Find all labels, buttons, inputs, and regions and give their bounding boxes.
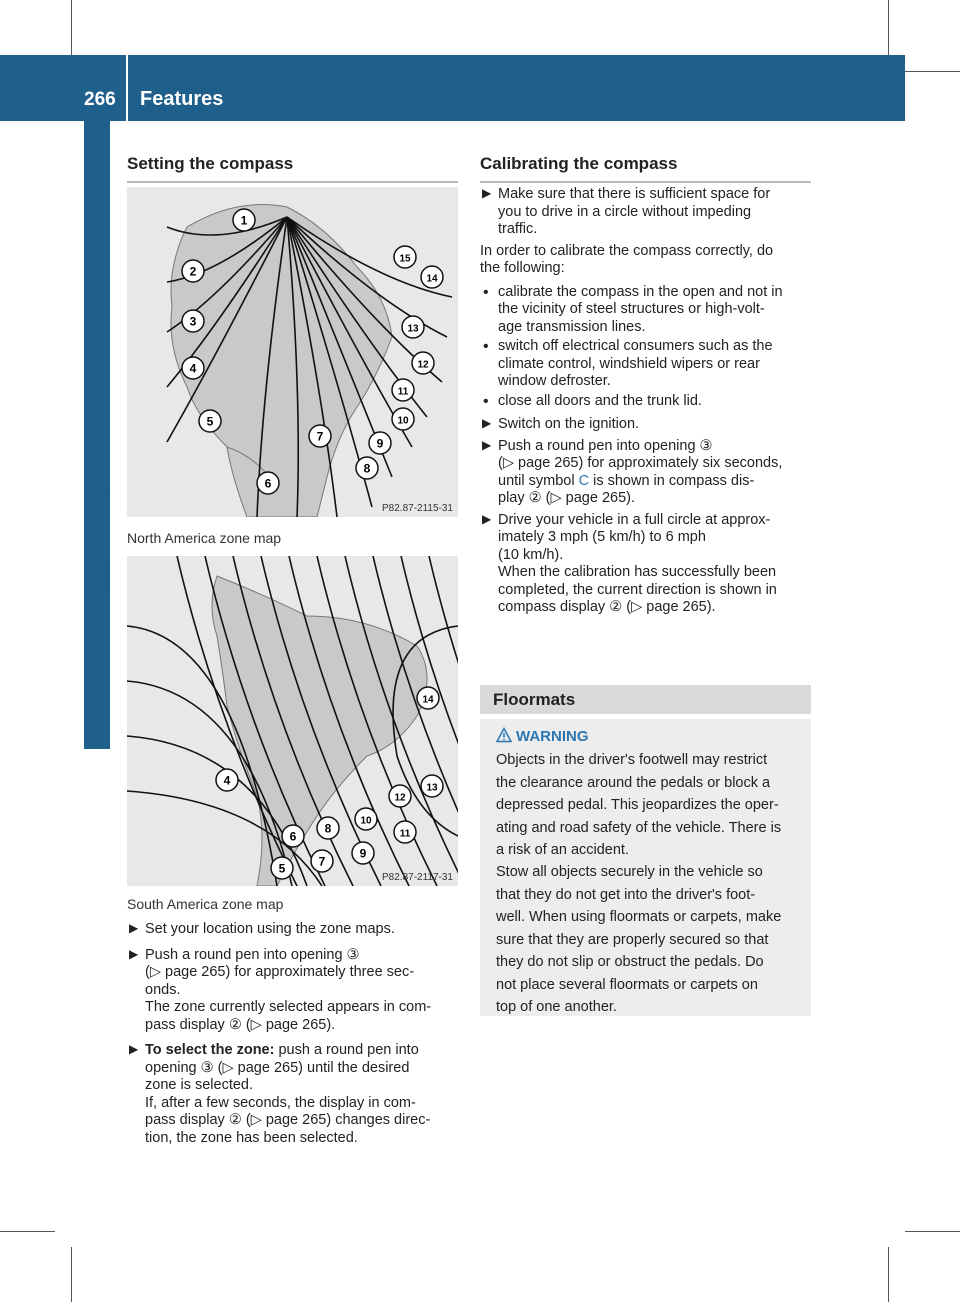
bullet-text: the vicinity of steel structures or high-volt- — [498, 301, 765, 317]
warning-text: depressed pedal. This jeopardizes the oper- — [496, 797, 779, 813]
arrow-icon: ▶ — [129, 946, 139, 961]
zone-badge — [412, 352, 434, 374]
bullet-text: close all doors and the trunk lid. — [498, 392, 702, 409]
arrow-icon: ▶ — [482, 186, 492, 200]
warning-text: that they do not get into the driver's foot- — [496, 886, 756, 903]
warning-text: Objects in the driver's footwell may restrict — [496, 752, 768, 768]
step-text: pass display ② (▷ page 265). — [145, 1016, 336, 1033]
svg-text:6: 6 — [264, 476, 272, 491]
zone-badge — [392, 408, 414, 430]
zone-badge — [355, 808, 377, 830]
bullet-text: age transmission lines. — [498, 318, 646, 335]
crop-mark — [905, 1231, 960, 1232]
svg-text:15: 15 — [399, 253, 411, 265]
arrow-icon: ▶ — [482, 511, 492, 526]
svg-text:13: 13 — [407, 323, 419, 335]
section-calibrating-compass — [480, 154, 811, 183]
svg-text:7: 7 — [318, 854, 326, 869]
heading-rule — [127, 181, 458, 183]
svg-text:1: 1 — [240, 213, 248, 228]
bullet-item — [480, 338, 815, 391]
zone-badge — [199, 410, 221, 432]
step-text: you to drive in a circle without impeding — [498, 203, 752, 220]
svg-text:6: 6 — [289, 829, 297, 844]
map-code: P82.87-2117-31 — [382, 872, 453, 883]
section-heading: Calibrating the compass — [480, 154, 678, 173]
svg-text:12: 12 — [417, 359, 429, 371]
right-steps — [480, 186, 815, 625]
step-text: The zone currently selected appears in com- — [145, 999, 432, 1015]
step-text: zone is selected. — [145, 1077, 254, 1093]
warning-header — [496, 727, 589, 745]
warning-text: the clearance around the pedals or block a — [496, 774, 771, 791]
zone-badge — [317, 817, 339, 839]
bullet-text: window defroster. — [498, 373, 611, 389]
zone-badge — [394, 821, 416, 843]
step-text: (▷ page 265) for approximately six seconds, — [498, 455, 783, 471]
section-setting-compass — [127, 154, 458, 183]
svg-text:12: 12 — [394, 792, 406, 804]
step — [480, 416, 815, 434]
svg-text:3: 3 — [189, 314, 197, 329]
crop-mark — [888, 1247, 889, 1302]
svg-text:4: 4 — [223, 773, 231, 788]
bullet-item — [480, 393, 815, 411]
step-text: until symbol — [498, 472, 579, 489]
step-text: Switch on the ignition. — [498, 416, 640, 432]
warning-icon — [496, 727, 512, 743]
step-text: (10 km/h). — [498, 546, 564, 563]
warning-text: not place several floormats or carpets on — [496, 976, 758, 993]
svg-text:11: 11 — [397, 386, 409, 398]
crop-mark — [71, 1247, 72, 1302]
crop-mark — [888, 0, 889, 55]
zone-badge — [421, 266, 443, 288]
south-america-map-svg — [127, 556, 458, 886]
zone-badge — [182, 310, 204, 332]
svg-text:14: 14 — [422, 694, 434, 706]
svg-text:13: 13 — [426, 782, 438, 794]
zone-badge — [282, 825, 304, 847]
step-text: traffic. — [498, 221, 538, 237]
zone-badge — [182, 260, 204, 282]
chapter-title: Features — [140, 88, 224, 110]
svg-text:5: 5 — [278, 861, 286, 876]
map-caption: North America zone map — [127, 530, 282, 546]
south-america-zone-map — [127, 556, 458, 886]
svg-text:9: 9 — [359, 846, 367, 861]
step-text: Push a round pen into opening ③ — [498, 437, 713, 454]
warning-paragraph — [496, 861, 802, 1019]
zone-line — [429, 556, 458, 886]
zone-badge — [257, 472, 279, 494]
step-text: Drive your vehicle in a full circle at approx- — [498, 511, 771, 528]
zone-badge — [216, 769, 238, 791]
crop-mark — [905, 71, 960, 72]
heading-rule — [480, 181, 811, 183]
svg-text:8: 8 — [363, 461, 371, 476]
step — [480, 438, 815, 508]
bullet-item — [480, 284, 815, 337]
intro-text: the following: — [480, 260, 565, 276]
map-caption: South America zone map — [127, 896, 284, 912]
svg-text:11: 11 — [399, 828, 411, 840]
step-bold-label: To select the zone: — [145, 1042, 275, 1058]
page-number: 266 — [84, 89, 116, 110]
warning-text: a risk of an accident. — [496, 842, 629, 858]
warning-text: sure that they are properly secured so that — [496, 931, 769, 948]
warning-box — [480, 719, 811, 1016]
warning-text: top of one another. — [496, 999, 617, 1015]
zone-badge — [311, 850, 333, 872]
warning-label: WARNING — [516, 728, 589, 745]
svg-text:4: 4 — [189, 361, 197, 376]
bullet-text: climate control, windshield wipers or rear — [498, 355, 760, 372]
zone-badge — [402, 316, 424, 338]
zone-badge — [392, 379, 414, 401]
step-text: If, after a few seconds, the display in com- — [145, 1094, 416, 1111]
bullet-text: switch off electrical consumers such as the — [498, 338, 773, 354]
arrow-icon: ▶ — [482, 437, 492, 452]
zone-badge — [417, 687, 439, 709]
step-text: opening ③ (▷ page 265) until the desired — [145, 1059, 410, 1076]
svg-text:5: 5 — [206, 414, 214, 429]
step — [127, 1042, 462, 1147]
svg-text:2: 2 — [189, 264, 197, 279]
calibration-symbol: C — [578, 472, 590, 489]
arrow-icon: ▶ — [129, 921, 139, 935]
bullet-icon: • — [483, 392, 489, 410]
zone-badge — [182, 357, 204, 379]
step-text: When the calibration has successfully been — [498, 564, 777, 580]
step — [480, 186, 815, 239]
arrow-icon: ▶ — [129, 1042, 139, 1056]
header-separator — [126, 55, 128, 121]
zone-badge — [271, 857, 293, 879]
step-text: Make sure that there is sufficient space for — [498, 186, 771, 202]
step-text: tion, the zone has been selected. — [145, 1129, 358, 1146]
side-tab-label: Stowage and features — [83, 416, 110, 654]
svg-text:7: 7 — [316, 429, 324, 444]
bullet-icon: • — [483, 338, 489, 355]
section-heading: Setting the compass — [127, 154, 294, 173]
step — [127, 947, 462, 1035]
step — [480, 512, 815, 617]
arrow-icon: ▶ — [482, 416, 492, 430]
step-text: push a round pen into — [274, 1042, 419, 1058]
svg-text:14: 14 — [426, 273, 438, 285]
north-america-zone-map — [127, 187, 458, 517]
header-bar — [0, 55, 905, 121]
step-text: onds. — [145, 981, 181, 998]
zone-badge — [309, 425, 331, 447]
step-text: Set your location using the zone maps. — [145, 921, 395, 937]
warning-text: they do not slip or obstruct the pedals. Do — [496, 954, 764, 970]
bullet-text: calibrate the compass in the open and not in — [498, 283, 783, 300]
warning-paragraph — [496, 749, 802, 862]
zone-badge — [352, 842, 374, 864]
step — [127, 921, 462, 939]
step-text: completed, the current direction is shown in — [498, 581, 777, 598]
warning-text: Stow all objects securely in the vehicle so — [496, 864, 763, 880]
crop-mark — [71, 0, 72, 55]
left-steps — [127, 921, 462, 1155]
step-text: (▷ page 265) for approximately three sec- — [145, 964, 415, 980]
zone-badge — [421, 775, 443, 797]
svg-text:10: 10 — [397, 415, 409, 427]
svg-text:10: 10 — [360, 815, 372, 827]
step-text: imately 3 mph (5 km/h) to 6 mph — [498, 529, 706, 545]
step-text: pass display ② (▷ page 265) changes direc- — [145, 1112, 431, 1128]
zone-badge — [389, 785, 411, 807]
svg-text:9: 9 — [376, 436, 384, 451]
bullet-icon: • — [483, 283, 489, 301]
map-code: P82.87-2115-31 — [382, 503, 453, 514]
intro-text: In order to calibrate the compass correctly, do — [480, 242, 774, 259]
crop-mark — [0, 1231, 55, 1232]
zone-badge — [356, 457, 378, 479]
zone-badge — [233, 209, 255, 231]
step-text: play ② (▷ page 265). — [498, 490, 635, 506]
step-text: Push a round pen into opening ③ — [145, 946, 360, 963]
svg-text:8: 8 — [324, 821, 332, 836]
north-america-map-svg — [127, 187, 458, 517]
step-text: compass display ② (▷ page 265). — [498, 599, 716, 615]
warning-text: ating and road safety of the vehicle. There is — [496, 819, 782, 836]
zone-badge — [394, 246, 416, 268]
step-text: is shown in compass dis- — [589, 472, 755, 489]
intro-paragraph — [480, 243, 815, 278]
warning-text: well. When using floormats or carpets, make — [496, 909, 782, 925]
floormats-heading-bar — [480, 685, 811, 714]
floormats-heading: Floormats — [493, 690, 576, 709]
zone-badge — [369, 432, 391, 454]
